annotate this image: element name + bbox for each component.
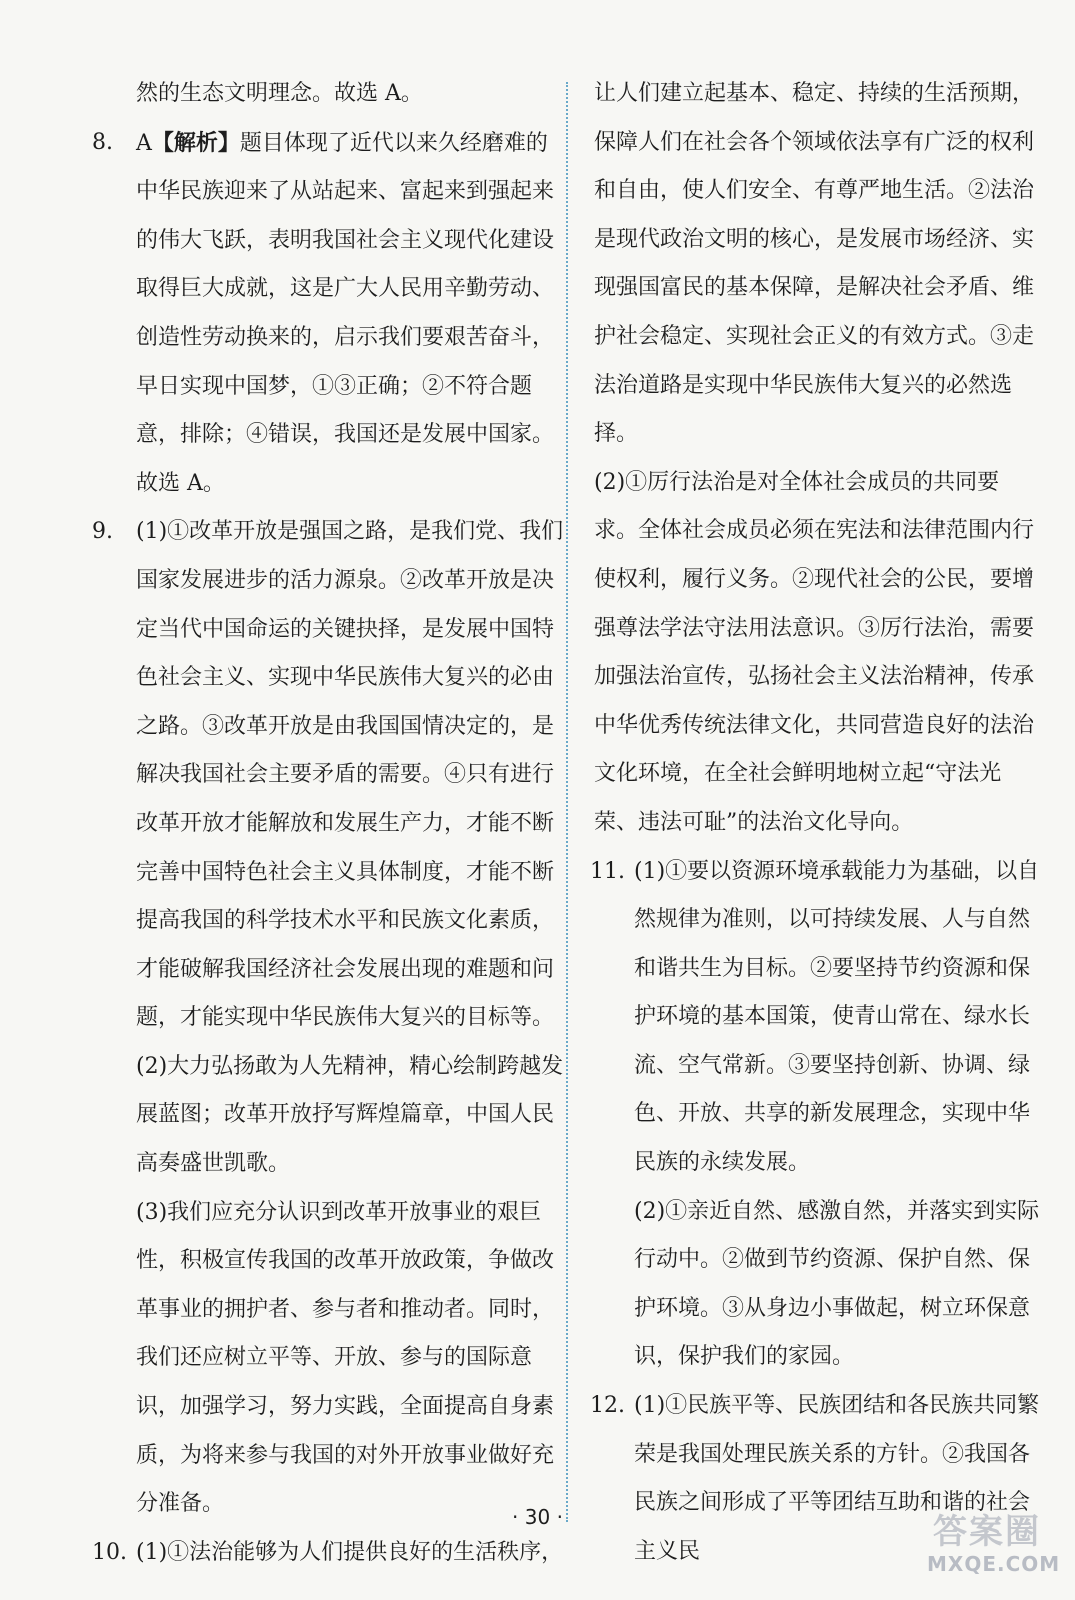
question-number: 8. xyxy=(92,129,113,155)
question-11 xyxy=(590,848,1042,1188)
watermark-url: MXQE.COM xyxy=(927,1552,1061,1576)
left-column xyxy=(92,70,566,1577)
answer-part-1: (1)①改革开放是强国之路，是我们党、我们国家发展进步的活力源泉。②改革开放是决定当代中国命运的关键抉择，是发展中国特色社会主义、实现中华民族伟大复兴的必由之路。③改革开放是由我国国情决定的，是解决我国社会主要矛盾的需要。④只有进行改革开放才能解放和发展生产力，才能不断完善中国特色社会主义具体制度，才能不断提高我国的科学技术水平和民族文化素质，才能破解我国经济社会发展出现的难题和问题，才能实现中华民族伟大复兴的目标等。 xyxy=(136,519,564,1031)
question-10 xyxy=(92,1529,566,1578)
watermark-title: 答案圈 xyxy=(933,1512,1041,1552)
answer-letter: A xyxy=(136,130,152,156)
answer-text: 题目体现了近代以来久经磨难的中华民族迎来了从站起来、富起来到强起来的伟大飞跃，表明我国社会主义现代化建设取得巨大成就，这是广大人民用辛勤劳动、创造性劳动换来的，启示我们要艰苦奋斗，早日实现中国梦，①③正确；②不符合题意，排除；④错误，我国还是发展中国家。故选 A。 xyxy=(136,130,555,496)
question-number: 12. xyxy=(590,1393,625,1419)
answer-part-1: (1)①民族平等、民族团结和各民族共同繁荣是我国处理民族关系的方针。②我国各民族之间形成了平等团结互助和谐的社会主义民 xyxy=(634,1393,1040,1564)
question-8 xyxy=(92,119,566,509)
column-divider xyxy=(566,82,569,1522)
page-number: · 30 · xyxy=(512,1505,563,1529)
answer-part-2: (2)大力弘扬敢为人先精神，精心绘制跨越发展蓝图；改革开放抒写辉煌篇章，中国人民高奏盛世凯歌。 xyxy=(136,1053,564,1177)
question-number: 10. xyxy=(92,1539,127,1565)
paragraph-continuation: 然的生态文明理念。故选 A。 xyxy=(136,81,423,106)
question-number: 11. xyxy=(590,858,625,884)
question-number: 9. xyxy=(92,519,113,545)
analysis-tag: 【解析】 xyxy=(151,129,240,156)
answer-part-2: (2)①厉行法治是对全体社会成员的共同要求。全体社会成员必须在宪法和法律范围内行使权利，履行义务。②现代社会的公民，要增强尊法学法守法用法意识。③厉行法治，需要加强法治宣传，弘扬社会主义法治精神，传承中华优秀传统法律文化，共同营造良好的法治文化环境，在全社会鲜明地树立起“守法光荣、违法可耻”的法治文化导向。 xyxy=(594,469,1035,835)
right-column xyxy=(590,70,1042,1576)
answer-part-1: (1)①法治能够为人们提供良好的生活秩序， xyxy=(136,1539,564,1565)
paragraph-continuation: 让人们建立起基本、稳定、持续的生活预期，保障人们在社会各个领域依法享有广泛的权利和自由，使人们安全、有尊严地生活。②法治是现代政治文明的核心，是发展市场经济、实现强国富民的基本保障，是解决社会矛盾、维护社会稳定、实现社会正义的有效方式。③走法治道路是实现中华民族伟大复兴的必然选择。 xyxy=(594,81,1035,447)
answer-part-2: (2)①亲近自然、感激自然，并落实到实际行动中。②做到节约资源、保护自然、保护环境。③从身边小事做起，树立环保意识，保护我们的家园。 xyxy=(634,1198,1040,1370)
answer-part-1: (1)①要以资源环境承载能力为基础，以自然规律为准则，以可持续发展、人与自然和谐共生为目标。②要坚持节约资源和保护环境的基本国策，使青山常在、绿水长流、空气常新。③要坚持创新、协调、绿色、开放、共享的新发展理念，实现中华民族的永续发展。 xyxy=(634,858,1040,1176)
question-9 xyxy=(92,508,566,1043)
watermark-logo xyxy=(927,1512,1061,1592)
answer-part-3: (3)我们应充分认识到改革开放事业的艰巨性，积极宣传我国的改革开放政策，争做改革事业的拥护者、参与者和推动者。同时，我们还应树立平等、开放、参与的国际意识，加强学习，努力实践，全面提高自身素质，为将来参与我国的对外开放事业做好充分准备。 xyxy=(136,1199,555,1517)
